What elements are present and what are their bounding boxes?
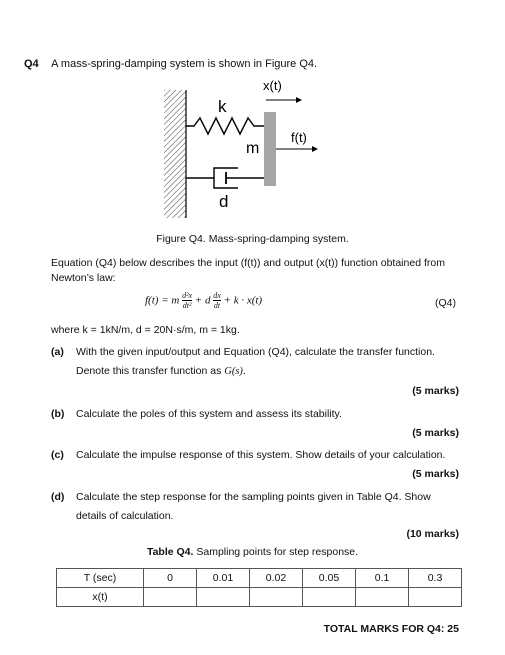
eq-num1: d²x	[182, 291, 193, 300]
table-cell: 0.01	[197, 569, 250, 588]
equation-number: (Q4)	[435, 297, 456, 309]
table-cell: x(t)	[57, 588, 144, 607]
label-m: m	[246, 140, 260, 157]
question-intro: A mass-spring-damping system is shown in Figure Q4.	[51, 58, 318, 70]
label-f: f(t)	[291, 130, 307, 145]
part-d-line2: details of calculation.	[76, 510, 174, 522]
mass-block	[264, 112, 276, 186]
spring	[186, 118, 264, 134]
table-cell: 0.02	[250, 569, 303, 588]
label-x: x(t)	[263, 78, 282, 93]
table-caption-text: Sampling points for step response.	[193, 546, 359, 558]
part-a-line2	[76, 362, 466, 381]
f-arrow-head	[312, 146, 318, 152]
part-a-text	[76, 343, 466, 381]
eq-mid: + d	[194, 294, 211, 307]
equation	[145, 291, 262, 310]
table-caption-label: Table Q4.	[146, 546, 194, 558]
question-header	[24, 58, 317, 70]
table-cell: 0.05	[303, 569, 356, 588]
eq-den1: dt²	[182, 301, 192, 310]
eq-den2: dt	[213, 301, 221, 310]
table-cell	[144, 588, 197, 607]
part-b-text: Calculate the poles of this system and assess its stability.	[76, 408, 342, 420]
mass-spring-damper-figure	[150, 76, 340, 226]
part-d-marks: (10 marks)	[406, 528, 459, 540]
part-b-marks: (5 marks)	[412, 427, 459, 439]
table-cell: 0	[144, 569, 197, 588]
eq-num2: dx	[213, 291, 221, 300]
table-cell	[303, 588, 356, 607]
eq-rhs: + k · x(t)	[223, 294, 263, 307]
table-cell	[197, 588, 250, 607]
table-cell: 0.3	[409, 569, 462, 588]
x-arrow-head	[296, 97, 302, 103]
sampling-table	[56, 568, 462, 607]
part-a-line1: With the given input/output and Equation (Q4), calculate the transfer function.	[76, 346, 435, 358]
table-cell	[409, 588, 462, 607]
table-cell	[250, 588, 303, 607]
table-caption	[0, 546, 505, 558]
part-a-label: (a)	[51, 346, 64, 358]
table-cell: T (sec)	[57, 569, 144, 588]
part-d-text	[76, 488, 466, 526]
part-c-text: Calculate the impulse response of this system. Show details of your calculation.	[76, 449, 446, 461]
figure-caption: Figure Q4. Mass-spring-damping system.	[156, 233, 349, 245]
part-d-line1: Calculate the step response for the sampling points given in Table Q4. Show	[76, 491, 431, 503]
part-a-line2-post: .	[242, 365, 246, 377]
transfer-function-symbol: G(s)	[224, 366, 243, 377]
question-number: Q4	[24, 58, 39, 70]
total-marks: TOTAL MARKS FOR Q4: 25	[323, 623, 459, 635]
constants-text: where k = 1kN/m, d = 20N·s/m, m = 1kg.	[51, 324, 240, 336]
part-c-label: (c)	[51, 449, 64, 461]
part-a-marks: (5 marks)	[412, 385, 459, 397]
part-b-label: (b)	[51, 408, 65, 420]
label-d: d	[219, 192, 229, 211]
table-row	[57, 569, 462, 588]
part-a-line2-pre: Denote this transfer function as	[76, 365, 225, 377]
part-c-marks: (5 marks)	[412, 468, 459, 480]
table-cell	[356, 588, 409, 607]
eq-lhs: f(t) = m	[145, 294, 180, 307]
description-text: Equation (Q4) below describes the input (f(t)) and output (x(t)) function obtained from Newton’s law:	[51, 257, 445, 284]
part-d-label: (d)	[51, 491, 65, 503]
table-cell: 0.1	[356, 569, 409, 588]
eq-frac-2	[213, 291, 221, 310]
label-k: k	[218, 97, 227, 116]
wall-hatch	[164, 90, 186, 218]
eq-frac-1	[182, 291, 192, 310]
table-row	[57, 588, 462, 607]
